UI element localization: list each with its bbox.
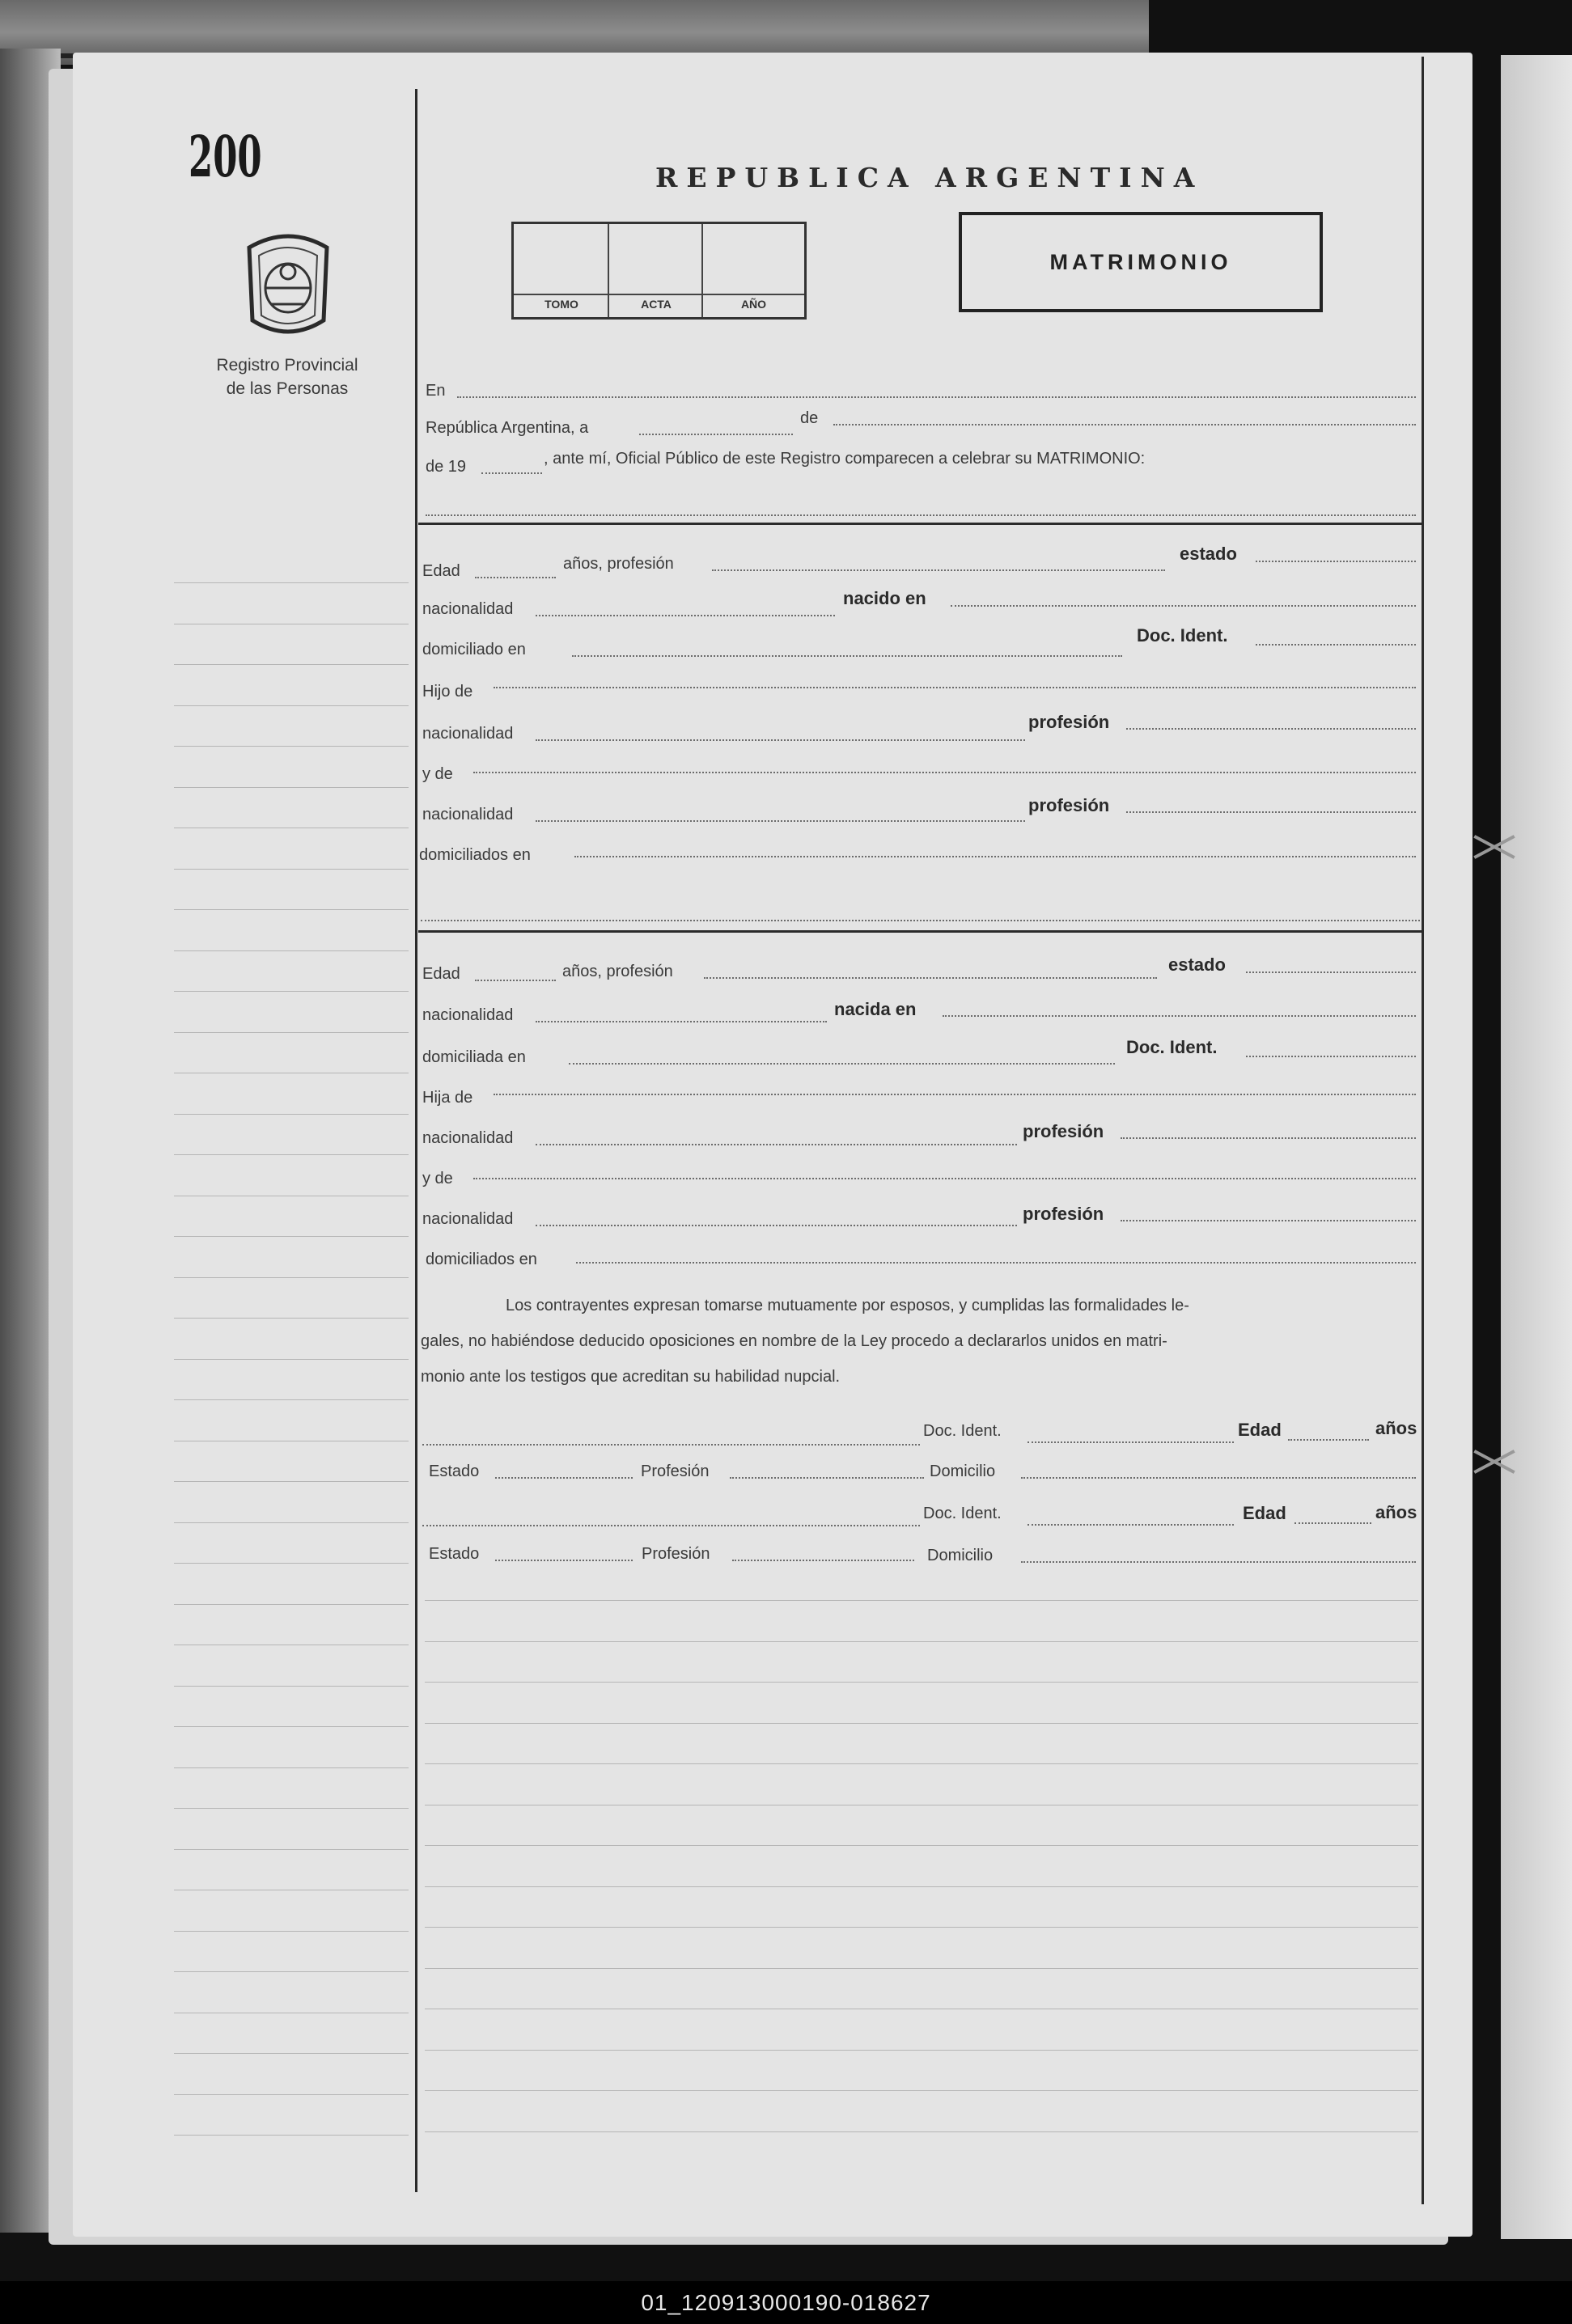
registry-name-line: Registro Provincial: [216, 356, 358, 375]
witness2-anos: años: [1375, 1502, 1417, 1522]
bride-profesion-2: profesión: [1023, 1204, 1104, 1224]
declaration-paragraph: [421, 1288, 1424, 1395]
margin-rule: [174, 705, 409, 706]
fill-line: [704, 977, 1157, 979]
margin-rule: [174, 1767, 409, 1768]
fill-line: [1126, 811, 1416, 813]
groom-nacionalidad-3: nacionalidad: [422, 806, 514, 823]
notes-rule: [425, 2050, 1418, 2051]
groom-nacionalidad: nacionalidad: [422, 600, 514, 618]
bride-nacionalidad-3: nacionalidad: [422, 1210, 514, 1228]
margin-rule: [174, 2135, 409, 2136]
fill-line: [1246, 1056, 1416, 1057]
margin-rule: [174, 746, 409, 747]
fill-line: [943, 1015, 1416, 1017]
fill-line: [569, 1063, 1115, 1065]
fill-line: [1021, 1561, 1416, 1563]
notes-rule: [425, 1600, 1418, 1601]
fill-line: [495, 1477, 633, 1479]
groom-estado: estado: [1180, 544, 1237, 564]
registry-name: [182, 353, 392, 400]
groom-profesion-1: profesión: [1028, 712, 1110, 732]
intro-republica: República Argentina, a: [426, 419, 589, 437]
groom-domiciliado-en: domiciliado en: [422, 641, 526, 658]
margin-rule: [174, 1604, 409, 1605]
fill-line: [951, 605, 1416, 607]
image-caption: 01_120913000190-018627: [641, 2289, 931, 2315]
section-rule: [418, 523, 1422, 525]
margin-rule: [174, 1971, 409, 1972]
groom-profesion-2: profesión: [1028, 795, 1110, 815]
binding-stitch: [1468, 1444, 1520, 1479]
margin-rule: [174, 869, 409, 870]
notes-rule: [425, 1845, 1418, 1846]
margin-rule: [174, 2053, 409, 2054]
groom-hijo-de: Hijo de: [422, 683, 473, 701]
fill-line: [536, 1021, 827, 1022]
margin-rule: [174, 1563, 409, 1564]
margin-rule: [174, 2094, 409, 2095]
intro-de19: de 19: [426, 458, 467, 476]
ano-label: AÑO: [740, 298, 767, 311]
witness1-domicilio: Domicilio: [930, 1463, 996, 1480]
fill-line: [1294, 1522, 1371, 1524]
witness1-estado: Estado: [429, 1463, 480, 1480]
bride-nacionalidad-2: nacionalidad: [422, 1129, 514, 1147]
fill-line: [576, 1262, 1416, 1264]
margin-rule: [174, 991, 409, 992]
bride-nacida-en: nacida en: [834, 999, 917, 1019]
fill-line: [1028, 1441, 1234, 1443]
fill-line: [536, 1144, 1017, 1145]
fill-line: [1256, 561, 1416, 562]
fill-line: [1126, 728, 1416, 730]
notes-rule: [425, 1886, 1418, 1887]
bride-profesion-1: profesión: [1023, 1121, 1104, 1141]
fill-line: [495, 1560, 633, 1561]
intro-en: En: [426, 382, 446, 400]
fill-line: [475, 577, 556, 578]
fill-line: [574, 856, 1416, 857]
notes-rule: [425, 1723, 1418, 1724]
fill-line: [639, 434, 793, 435]
notes-rule: [425, 2131, 1418, 2132]
groom-y-de: y de: [422, 765, 453, 783]
bride-edad: Edad: [422, 965, 460, 983]
fill-line: [475, 980, 556, 981]
groom-nacionalidad-2: nacionalidad: [422, 725, 514, 743]
tomo-label: TOMO: [544, 298, 578, 311]
bride-hija-de: Hija de: [422, 1089, 473, 1107]
notes-rule: [425, 1641, 1418, 1642]
margin-rule: [174, 1726, 409, 1727]
notes-rule: [425, 1968, 1418, 1969]
bride-domiciliada-en: domiciliada en: [422, 1048, 526, 1066]
fill-line: [422, 1444, 920, 1446]
fill-line: [457, 396, 1416, 398]
fill-line: [1021, 1477, 1416, 1479]
binding-stitch: [1468, 829, 1520, 865]
fill-line: [1121, 1137, 1416, 1139]
fill-line: [1121, 1220, 1416, 1221]
margin-rule: [174, 950, 409, 951]
fill-line: [536, 1225, 1017, 1226]
witness2-edad: Edad: [1243, 1503, 1286, 1523]
groom-domiciliados-en: domiciliados en: [419, 846, 531, 864]
bride-estado: estado: [1168, 955, 1226, 975]
fill-line: [536, 739, 1025, 741]
bride-y-de: y de: [422, 1170, 453, 1187]
witness2-profesion: Profesión: [642, 1545, 710, 1563]
provincial-seal-icon: [239, 230, 337, 343]
fill-line: [1256, 644, 1416, 646]
registry-name-line: de las Personas: [226, 379, 349, 398]
fill-line: [421, 920, 1420, 921]
tomo-acta-ano-box: [511, 222, 807, 320]
image-caption-bar: [0, 2281, 1572, 2324]
fill-line: [1288, 1439, 1369, 1441]
margin-rule: [174, 1399, 409, 1400]
witness2-domicilio: Domicilio: [927, 1547, 994, 1564]
bride-domiciliados-en: domiciliados en: [426, 1251, 537, 1268]
groom-edad: Edad: [422, 562, 460, 580]
box-label-divider: [514, 294, 804, 295]
witness1-edad: Edad: [1238, 1420, 1282, 1440]
margin-rule: [174, 1931, 409, 1932]
margin-rule: [174, 1686, 409, 1687]
bride-doc-ident: Doc. Ident.: [1126, 1037, 1218, 1057]
groom-nacido-en: nacido en: [843, 588, 926, 608]
fill-line: [1028, 1524, 1234, 1526]
margin-rule: [174, 1236, 409, 1237]
fill-line: [426, 514, 1416, 516]
margin-rule: [174, 1277, 409, 1278]
left-frame-line: [415, 89, 417, 2192]
acta-label: ACTA: [641, 298, 672, 311]
witness1-profesion: Profesión: [641, 1463, 710, 1480]
record-type: MATRIMONIO: [1049, 249, 1232, 274]
section-rule: [418, 930, 1422, 933]
groom-anos-profesion: años, profesión: [563, 555, 674, 573]
margin-rule: [174, 787, 409, 788]
notes-rule: [425, 1763, 1418, 1764]
margin-rule: [174, 1359, 409, 1360]
witness1-anos: años: [1375, 1418, 1417, 1438]
margin-rule: [174, 1154, 409, 1155]
facing-page-edge: [1501, 55, 1572, 2239]
folio-number: 200: [189, 123, 262, 190]
fill-line: [730, 1477, 924, 1479]
fill-line: [536, 615, 835, 616]
right-frame-line: [1422, 57, 1424, 2204]
fill-line: [1246, 972, 1416, 973]
fill-line: [473, 772, 1416, 773]
fill-line: [422, 1525, 920, 1526]
record-type-box: [959, 212, 1323, 312]
margin-rule: [174, 1849, 409, 1850]
margin-rule: [174, 1808, 409, 1809]
fill-line: [712, 569, 1165, 571]
fill-line: [833, 424, 1416, 425]
fill-line: [536, 820, 1025, 822]
margin-rule: [174, 582, 409, 583]
witness2-doc-ident: Doc. Ident.: [923, 1505, 1002, 1522]
fill-line: [494, 687, 1416, 688]
bride-nacionalidad: nacionalidad: [422, 1006, 514, 1024]
fill-line: [572, 655, 1122, 657]
fill-line: [732, 1560, 914, 1561]
groom-doc-ident: Doc. Ident.: [1137, 625, 1228, 646]
margin-rule: [174, 1114, 409, 1115]
notes-rule: [425, 1927, 1418, 1928]
notes-rule: [425, 2090, 1418, 2091]
fill-line: [473, 1178, 1416, 1179]
country-title: REPUBLICA ARGENTINA: [655, 162, 1204, 193]
margin-rule: [174, 1318, 409, 1319]
margin-rule: [174, 1481, 409, 1482]
notes-rule: [425, 1682, 1418, 1683]
margin-rule: [174, 664, 409, 665]
declaration-line: monio ante los testigos que acreditan su habilidad nupcial.: [421, 1368, 841, 1386]
margin-rule: [174, 1522, 409, 1523]
fill-line: [481, 472, 542, 474]
fill-line: [494, 1094, 1416, 1095]
bride-anos-profesion: años, profesión: [562, 963, 673, 980]
declaration-line: gales, no habiéndose deducido oposiciones en nombre de la Ley procedo a declararlos unidos en matri-: [421, 1332, 1167, 1350]
margin-rule: [174, 1032, 409, 1033]
intro-comparecen: , ante mí, Oficial Público de este Registro comparecen a celebrar su MATRIMONIO:: [544, 450, 1146, 468]
intro-de: de: [800, 409, 819, 427]
witness2-estado: Estado: [429, 1545, 480, 1563]
declaration-line: Los contrayentes expresan tomarse mutuamente por esposos, y cumplidas las formalidades le-: [506, 1297, 1189, 1314]
witness1-doc-ident: Doc. Ident.: [923, 1422, 1002, 1440]
margin-rule: [174, 909, 409, 910]
